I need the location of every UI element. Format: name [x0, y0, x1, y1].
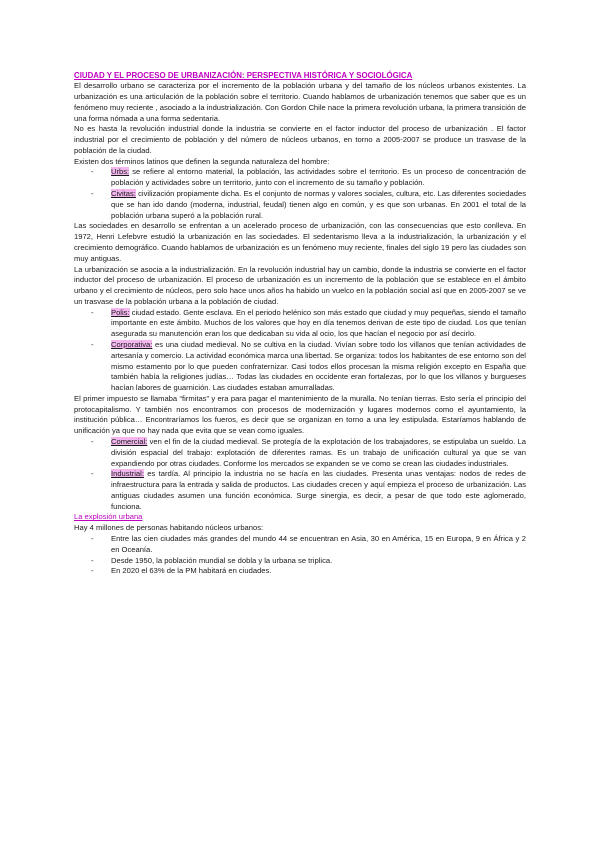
list-item — [91, 308, 526, 340]
list-item — [91, 340, 526, 394]
list-item: - Desde 1950, la población mundial se dobla y la urbana se triplica. — [91, 556, 526, 567]
term-list-latin — [74, 167, 526, 221]
term-description: es una ciudad medieval. No se cultiva en la ciudad. Vivían sobre todo los villanos que tenían actividades de artesanía y comercio. La actividad económica marca una libertad. Se organiza: todos los habitantes de ese entorno son del mismo estamento por lo que pueden confraternizar. Casi todos ellos procesan la misma religión excepto en España que también había la religiones judías… Todas las ciudades en occidente eran fortalezas, por lo que los villanos y burgueses hacían labores de guarnición. Las ciudades estaban amurralladas. — [111, 339, 526, 393]
list-item: - Entre las cien ciudades más grandes del mundo 44 se encuentran en Asia, 30 en América, 15 en Europa, 9 en África y 2 en Oceanía. — [91, 534, 526, 556]
term-label: Urbs: — [111, 167, 130, 177]
paragraph: Hay 4 millones de personas habitando núcleos urbanos: — [74, 523, 264, 533]
paragraph: Las sociedades en desarrollo se enfrentan a un acelerado proceso de urbanización, con las consecuencias que esto conlleva. En 1972, Henri Lefebvre estudió la urbanización en las sociedades. El sedentarismo lleva a la industrialización, la urbanización y el crecimiento demográfico. Cuando hablamos de urbanización es un fenómeno muy reciente, finales del siglo 19 pero las ciudades son muy antiguas. — [74, 221, 526, 263]
term-label: Civitas: — [111, 189, 136, 199]
list-item — [91, 469, 526, 512]
list-item: - En 2020 el 63% de la PM habitará en ciudades. — [91, 566, 526, 577]
term-description: es tardía. Al principio la industria no se hacía en las ciudades. Presenta unas ventajas: nodos de redes de infraestructura para la entrada y salida de productos. Las ciudades crecen y aquí empieza el proceso de urbanización. Las antiguas ciudades asumen una función económica. Surge sinergia, es decir, a pesar de que todo este aglomerado, funciona. — [111, 469, 526, 511]
facts-list — [74, 534, 526, 577]
list-item — [91, 189, 526, 221]
paragraph: Existen dos términos latinos que definen la segunda naturaleza del hombre: — [74, 156, 330, 166]
paragraph: La urbanización se asocia a la industrialización. En la revolución industrial hay un cambio, donde la industria se convierte en el factor inductor del proceso de urbanización. El proceso de urbanización es un incremento de la población que se establece en el ámbito urbano y el crecimiento de núcleos, pero solo hace unos años ha habido un vuelco en la población social así que en 2005-2007 se ve un trasvase de la población urbana a la población de ciudad. — [74, 264, 526, 306]
section-heading-link[interactable]: La explosión urbana — [74, 512, 143, 522]
term-description: se refiere al entorno material, la población, las actividades sobre el territorio. Es un proceso de concentración de población y actividades sobre un territorio, junto con el incremento de su tamaño y población. — [111, 167, 526, 188]
term-list-modern-cities — [74, 437, 526, 512]
list-item — [91, 167, 526, 189]
paragraph: No es hasta la revolución industrial donde la industria se convierte en el factor inductor del proceso de urbanización . El factor industrial por el crecimiento de población y del número de núcleos urbanos, en torno a 2005-2007 se produce un trasvase de la población de la ciudad. — [74, 124, 526, 155]
term-description: civilización propiamente dicha. Es el conjunto de normas y valores sociales, cultura, etc. Las diferentes sociedades que se han ido dando (moderna, industrial, feudal) tienen algo en común, y es que son urbanas. En 2001 el total de la población urbana superó a la población rural. — [111, 189, 526, 220]
term-list-city-types — [74, 308, 526, 394]
term-label: Comercial: — [111, 437, 148, 446]
term-label: Polis: — [111, 307, 130, 317]
paragraph: El primer impuesto se llamaba “firmitas” y era para pagar el mantenimiento de la muralla. No tenían tierras. Esto sería el principio del protocapitalismo. Y también nos encontramos con procesos de modernización y lugares modernos como el ayuntamiento, la institución pública… Encontraríamos los fueros, es decir que se organizan en torno a una ley estipulada. Estaríamos hablando de unificación ya que no hay nada que evita que se vean como iguales. — [74, 393, 526, 436]
document-title: CIUDAD Y EL PROCESO DE URBANIZACIÓN: PERSPECTIVA HISTÓRICA Y SOCIOLÓGICA — [74, 71, 413, 80]
term-label: Industrial: — [111, 469, 144, 479]
paragraph: El desarrollo urbano se caracteriza por el incremento de la población urbana y del tamaño de los núcleos urbanos existentes. La urbanización es una articulación de la población sobre el territorio. Cuando hablamos de urbanización tenemos que saber que es un fenómeno muy reciente , asociado a la industrialización. Con Gordon Chile nace la primera revolución urbana, la primera transición de una forma nómada a una forma sedentaria. — [74, 81, 526, 123]
list-item — [91, 437, 526, 469]
term-label: Corporativa: — [111, 339, 153, 349]
term-description: ciudad estado. Gente esclava. En el periodo helénico son más estado que ciudad y muy pequeñas, siendo el tamaño importante en este ámbito. Muchos de los valores que hoy en día tenemos derivan de este tipo de ciudad. Los que tenían asegurada su manutención eran los que dedicaban su vida al ocio, los que hacían el negocio por así decirlo. — [111, 307, 526, 339]
term-description: ven el fin de la ciudad medieval. Se protegía de la explotación de los trabajadores, se estipulaba un sueldo. La división espacial del trabajo: explotación de diferentes ramas. Es un trabajo de unificación cultural ya que se van expandiendo por otras ciudades. Conforme los mercados se expanden se ve como se crean las ciudades industriales. — [111, 437, 526, 468]
